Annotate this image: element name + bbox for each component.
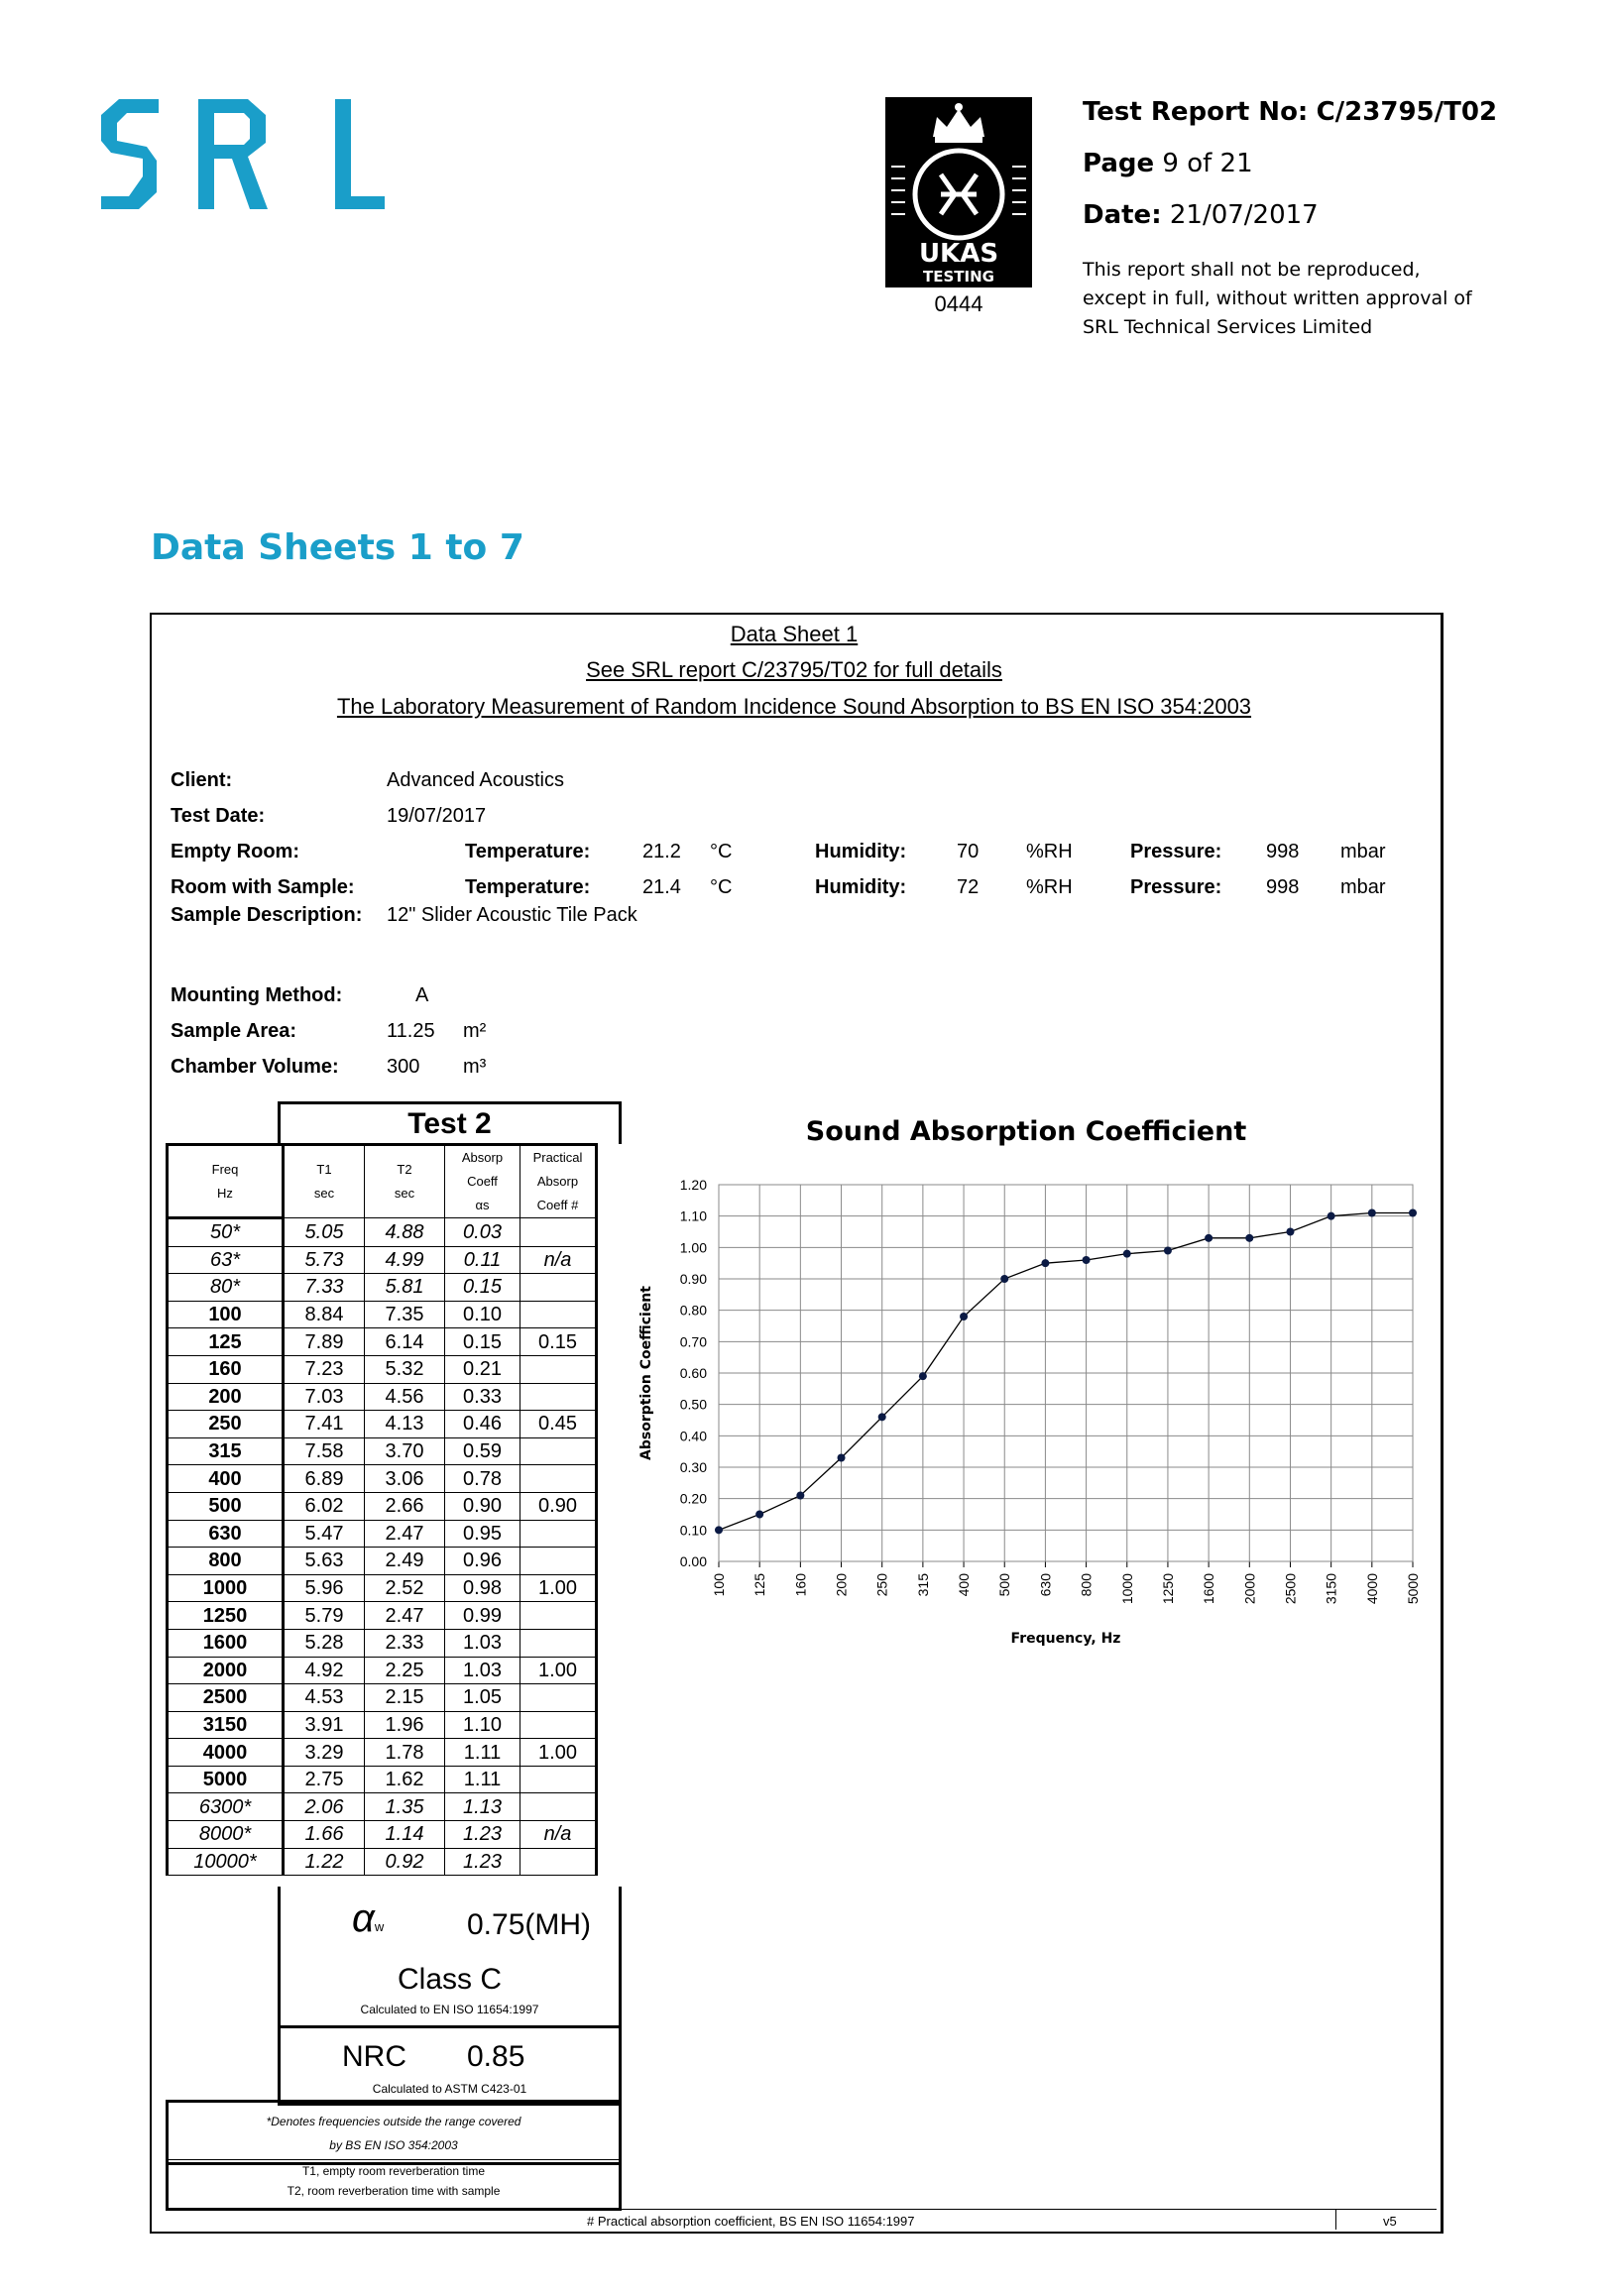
freq-cell: 1250 [168,1602,284,1630]
footer-bar [166,2209,1437,2230]
data-point [838,1454,846,1462]
absorption-table [166,1143,598,1876]
empty-press-value: 998 [1266,841,1300,862]
t2-cell: 1.62 [365,1766,445,1793]
area-value: 11.25 [387,1020,435,1042]
absorption-chart [615,1170,1428,1725]
table-row [168,1602,597,1630]
practical-cell: n/a [520,1246,597,1274]
test-date-value: 19/07/2017 [387,805,487,827]
absorption-cell: 0.95 [445,1520,520,1548]
t2-cell: 1.14 [365,1821,445,1849]
x-tick-label: 200 [833,1573,850,1597]
table-row [168,1465,597,1493]
y-tick-label: 0.70 [679,1333,707,1350]
x-tick-label: 250 [873,1573,890,1597]
freq-header: Freq Hz [168,1145,284,1218]
freq-cell: 125 [168,1328,284,1356]
data-point [1041,1259,1049,1267]
data-point [1409,1209,1417,1217]
practical-cell: 1.00 [520,1657,597,1684]
practical-cell: 1.00 [520,1739,597,1767]
range-note-2: by BS EN ISO 354:2003 [329,2138,458,2152]
sample-press-value: 998 [1266,876,1300,898]
weighted-coefficient-box [278,1887,622,2028]
footer-version: v5 [1383,2214,1397,2229]
x-axis-label: Frequency, Hz [1010,1631,1121,1647]
empty-temp-label: Temperature: [465,841,591,862]
t1-cell: 3.29 [284,1739,365,1767]
freq-cell: 250 [168,1411,284,1438]
freq-cell: 4000 [168,1739,284,1767]
data-point [919,1372,927,1380]
table-row [168,1766,597,1793]
absorption-cell: 1.11 [445,1739,520,1767]
t2-note: T2, room reverberation time with sample [287,2184,501,2198]
practical-cell [520,1848,597,1876]
x-tick-label: 315 [914,1573,931,1597]
absorption-cell: 0.46 [445,1411,520,1438]
t2-cell: 7.35 [365,1301,445,1328]
freq-cell: 3150 [168,1711,284,1739]
freq-cell: 200 [168,1383,284,1411]
table-row [168,1274,597,1302]
absorption-cell: 0.99 [445,1602,520,1630]
t1-cell: 4.92 [284,1657,365,1684]
mount-value: A [415,984,429,1006]
svg-text:SRL: SRL [99,97,102,98]
x-tick-label: 1250 [1159,1573,1176,1605]
practical-cell: n/a [520,1821,597,1849]
sample-press-unit: mbar [1340,876,1386,898]
range-note-1: *Denotes frequencies outside the range covered [266,2115,521,2128]
data-point [1000,1275,1008,1283]
abs-header: Absorp Coeff αs [445,1145,520,1218]
x-tick-label: 400 [956,1573,973,1597]
data-point [796,1492,804,1500]
mount-label: Mounting Method: [171,984,343,1006]
table-row [168,1793,597,1821]
table-row [168,1328,597,1356]
empty-press-unit: mbar [1340,841,1386,862]
t2-cell: 2.25 [365,1657,445,1684]
sample-hum-unit: %RH [1026,876,1073,898]
absorption-cell: 1.05 [445,1684,520,1712]
t2-cell: 2.47 [365,1602,445,1630]
practical-cell: 0.15 [520,1328,597,1356]
empty-hum-unit: %RH [1026,841,1073,862]
practical-cell [520,1355,597,1383]
data-point [878,1413,886,1421]
class-value: Class C [397,1963,502,1996]
t1-cell: 1.66 [284,1821,365,1849]
freq-cell: 500 [168,1492,284,1520]
t2-cell: 2.47 [365,1520,445,1548]
t1-cell: 4.53 [284,1684,365,1712]
report-note: This report shall not be reproduced, except in full, without written approval of SRL Technical Services Limited [1083,259,1472,338]
y-tick-label: 0.10 [679,1522,707,1539]
table-row [168,1492,597,1520]
t2-cell: 4.13 [365,1411,445,1438]
absorption-cell: 0.59 [445,1437,520,1465]
practical-cell [520,1274,597,1302]
data-point [1205,1234,1213,1242]
sample-hum-value: 72 [957,876,980,898]
sample-temp-unit: °C [710,876,733,898]
absorption-cell: 1.23 [445,1821,520,1849]
practical-cell [520,1437,597,1465]
t1-cell: 2.06 [284,1793,365,1821]
data-point [1123,1250,1131,1258]
empty-temp-value: 21.2 [642,841,681,862]
t1-cell: 5.73 [284,1246,365,1274]
freq-cell: 6300* [168,1793,284,1821]
x-tick-label: 500 [996,1573,1013,1597]
svg-text:TESTING: TESTING [923,268,994,286]
absorption-cell: 0.15 [445,1274,520,1302]
freq-cell: 5000 [168,1766,284,1793]
t2-cell: 1.96 [365,1711,445,1739]
practical-cell [520,1383,597,1411]
data-point [1083,1256,1091,1264]
t1-note: T1, empty room reverberation time [301,2164,486,2178]
t2-cell: 2.15 [365,1684,445,1712]
y-tick-label: 0.60 [679,1365,707,1381]
t2-cell: 3.06 [365,1465,445,1493]
x-tick-label: 160 [792,1573,809,1597]
y-tick-label: 0.30 [679,1459,707,1475]
class-note: Calculated to EN ISO 11654:1997 [360,2003,539,2016]
data-point [1164,1247,1172,1255]
footer-note: # Practical absorption coefficient, BS EN ISO 11654:1997 [587,2214,915,2229]
absorption-cell: 0.96 [445,1548,520,1575]
practical-cell [520,1629,597,1657]
absorption-cell: 0.10 [445,1301,520,1328]
t1-cell: 1.22 [284,1848,365,1876]
table-row [168,1246,597,1274]
nrc-label: NRC [342,2040,406,2073]
table-row [168,1848,597,1876]
t1-cell: 2.75 [284,1766,365,1793]
x-tick-label: 3150 [1323,1573,1339,1605]
sheet-title: Data Sheet 1 [730,622,859,646]
sample-temp-value: 21.4 [642,876,681,898]
table-row [168,1301,597,1328]
x-tick-label: 1000 [1118,1573,1135,1605]
t1-cell: 7.03 [284,1383,365,1411]
practical-header: Practical Absorp Coeff # [520,1145,597,1218]
nrc-note: Calculated to ASTM C423-01 [372,2082,527,2096]
table-row [168,1520,597,1548]
test-label: Test 2 [278,1101,622,1144]
y-tick-label: 1.00 [679,1239,707,1256]
x-tick-label: 630 [1037,1573,1054,1597]
x-tick-label: 800 [1078,1573,1095,1597]
freq-cell: 2000 [168,1657,284,1684]
table-row [168,1218,597,1247]
volume-label: Chamber Volume: [171,1056,339,1078]
x-tick-label: 100 [711,1573,727,1597]
area-unit: m² [463,1020,487,1042]
client-value: Advanced Acoustics [387,769,564,791]
nrc-box [278,2025,622,2106]
practical-cell [520,1548,597,1575]
practical-cell [520,1465,597,1493]
practical-cell [520,1793,597,1821]
sample-hum-label: Humidity: [815,876,907,898]
t2-header: T2 sec [365,1145,445,1218]
t2-cell: 2.66 [365,1492,445,1520]
freq-cell: 160 [168,1355,284,1383]
x-tick-label: 1600 [1201,1573,1217,1605]
table-row [168,1574,597,1602]
freq-cell: 80* [168,1274,284,1302]
freq-cell: 315 [168,1437,284,1465]
t2-cell: 0.92 [365,1848,445,1876]
freq-cell: 50* [168,1218,284,1247]
report-page: Page 9 of 21 [1083,149,1253,178]
ukas-number: 0444 [934,291,983,316]
t1-cell: 5.96 [284,1574,365,1602]
nrc-value: 0.85 [467,2040,525,2073]
t2-cell: 6.14 [365,1328,445,1356]
report-number: Test Report No: C/23795/T02 [1083,97,1498,127]
t2-cell: 2.52 [365,1574,445,1602]
ukas-testing-mark [885,97,1032,287]
sample-temp-label: Temperature: [465,876,591,898]
x-tick-label: 2000 [1241,1573,1258,1605]
data-point [1368,1209,1376,1217]
y-tick-label: 1.10 [679,1207,707,1224]
absorption-cell: 0.98 [445,1574,520,1602]
x-tick-label: 125 [751,1573,768,1597]
data-point [1286,1228,1294,1236]
x-tick-label: 2500 [1282,1573,1299,1605]
freq-cell: 2500 [168,1684,284,1712]
freq-cell: 63* [168,1246,284,1274]
t1-cell: 8.84 [284,1301,365,1328]
y-tick-label: 0.80 [679,1302,707,1319]
desc-value: 12" Slider Acoustic Tile Pack [387,904,637,926]
t1-header: T1 sec [284,1145,365,1218]
freq-cell: 1600 [168,1629,284,1657]
t1-cell: 5.79 [284,1602,365,1630]
table-row [168,1711,597,1739]
table-row [168,1355,597,1383]
practical-cell [520,1766,597,1793]
section-title: Data Sheets 1 to 7 [151,527,524,568]
practical-cell [520,1218,597,1247]
t2-cell: 4.56 [365,1383,445,1411]
t2-cell: 1.35 [365,1793,445,1821]
y-tick-label: 0.20 [679,1490,707,1507]
practical-cell: 1.00 [520,1574,597,1602]
y-tick-label: 0.00 [679,1553,707,1569]
freq-cell: 400 [168,1465,284,1493]
client-label: Client: [171,769,233,791]
data-point [960,1313,968,1320]
data-point [755,1511,763,1519]
t1-cell: 7.23 [284,1355,365,1383]
freq-cell: 100 [168,1301,284,1328]
absorption-cell: 0.11 [445,1246,520,1274]
empty-press-label: Pressure: [1130,841,1222,862]
volume-unit: m³ [463,1056,487,1078]
t2-cell: 4.88 [365,1218,445,1247]
absorption-cell: 1.03 [445,1657,520,1684]
srl-logo [99,97,387,211]
svg-text:UKAS: UKAS [918,239,999,269]
empty-temp-unit: °C [710,841,733,862]
practical-cell: 0.90 [520,1492,597,1520]
absorption-cell: 0.33 [445,1383,520,1411]
practical-cell [520,1301,597,1328]
table-body [168,1218,597,1876]
table-row [168,1411,597,1438]
absorption-cell: 0.90 [445,1492,520,1520]
t1-cell: 7.41 [284,1411,365,1438]
practical-cell [520,1711,597,1739]
t2-cell: 3.70 [365,1437,445,1465]
chart-title: Sound Absorption Coefficient [805,1116,1247,1147]
t1-cell: 6.89 [284,1465,365,1493]
table-row [168,1657,597,1684]
t2-cell: 5.32 [365,1355,445,1383]
absorption-cell: 1.11 [445,1766,520,1793]
empty-room-label: Empty Room: [171,841,299,862]
practical-cell: 0.45 [520,1411,597,1438]
absorption-series-line [719,1213,1413,1531]
absorption-cell: 1.03 [445,1629,520,1657]
t1-cell: 7.89 [284,1328,365,1356]
test-date-label: Test Date: [171,805,266,827]
t2-cell: 1.78 [365,1739,445,1767]
table-row [168,1548,597,1575]
practical-cell [520,1520,597,1548]
y-tick-label: 1.20 [679,1177,707,1193]
freq-cell: 800 [168,1548,284,1575]
desc-label: Sample Description: [171,904,363,926]
alpha-w-symbol: αw [352,1896,385,1940]
report-date: Date: 21/07/2017 [1083,200,1319,230]
area-label: Sample Area: [171,1020,297,1042]
absorption-cell: 1.23 [445,1848,520,1876]
practical-cell [520,1684,597,1712]
data-point [715,1526,723,1534]
y-tick-label: 0.90 [679,1271,707,1287]
empty-hum-label: Humidity: [815,841,907,862]
sheet-subtitle: The Laboratory Measurement of Random Incidence Sound Absorption to BS EN ISO 354:2003 [336,694,1252,719]
absorption-cell: 0.03 [445,1218,520,1247]
absorption-cell: 1.10 [445,1711,520,1739]
data-point [1328,1212,1335,1220]
t1-cell: 3.91 [284,1711,365,1739]
t1-cell: 6.02 [284,1492,365,1520]
x-tick-label: 5000 [1405,1573,1421,1605]
y-tick-label: 0.50 [679,1396,707,1413]
time-note-box [166,2159,622,2211]
x-tick-label: 4000 [1363,1573,1380,1605]
t2-cell: 4.99 [365,1246,445,1274]
y-axis-label: Absorption Coefficient [638,1286,654,1460]
empty-hum-value: 70 [957,841,980,862]
t2-cell: 5.81 [365,1274,445,1302]
t1-cell: 7.33 [284,1274,365,1302]
sample-press-label: Pressure: [1130,876,1222,898]
table-row [168,1821,597,1849]
freq-cell: 8000* [168,1821,284,1849]
sheet-ref: See SRL report C/23795/T02 for full details [586,657,1002,682]
frequency-note-box [166,2100,622,2165]
t2-cell: 2.33 [365,1629,445,1657]
table-row [168,1684,597,1712]
t1-cell: 7.58 [284,1437,365,1465]
absorption-cell: 0.78 [445,1465,520,1493]
t1-cell: 5.05 [284,1218,365,1247]
alpha-w-value: 0.75(MH) [467,1908,592,1941]
practical-cell [520,1602,597,1630]
absorption-cell: 0.21 [445,1355,520,1383]
t1-cell: 5.63 [284,1548,365,1575]
t1-cell: 5.28 [284,1629,365,1657]
t1-cell: 5.47 [284,1520,365,1548]
table-row [168,1437,597,1465]
absorption-cell: 1.13 [445,1793,520,1821]
table-row [168,1739,597,1767]
freq-cell: 630 [168,1520,284,1548]
freq-cell: 1000 [168,1574,284,1602]
data-point [1245,1234,1253,1242]
table-row [168,1629,597,1657]
sample-room-label: Room with Sample: [171,876,355,898]
freq-cell: 10000* [168,1848,284,1876]
absorption-cell: 0.15 [445,1328,520,1356]
volume-value: 300 [387,1056,420,1078]
y-tick-label: 0.40 [679,1428,707,1444]
t2-cell: 2.49 [365,1548,445,1575]
table-row [168,1383,597,1411]
